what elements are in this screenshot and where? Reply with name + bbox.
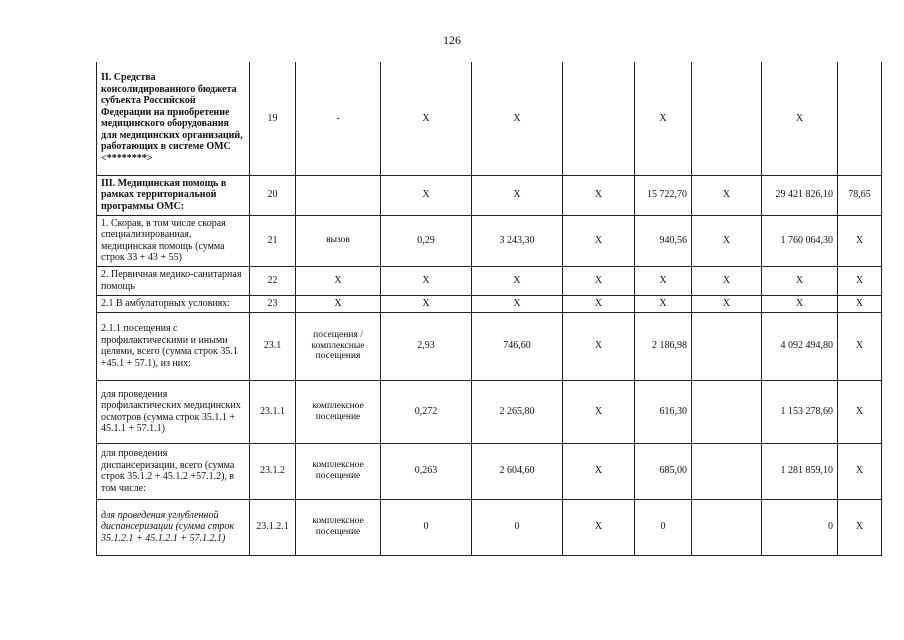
table-cell: 746,60 bbox=[472, 312, 563, 380]
table-cell: 3 243,30 bbox=[472, 215, 563, 266]
table-cell: 2 604,60 bbox=[472, 443, 563, 499]
unit-cell bbox=[296, 175, 381, 215]
table-cell: Х bbox=[692, 295, 762, 312]
table-cell: Х bbox=[381, 266, 472, 295]
table-cell: 29 421 826,10 bbox=[762, 175, 838, 215]
row-number: 19 bbox=[250, 62, 296, 175]
table-cell: Х bbox=[762, 295, 838, 312]
table-cell: 0 bbox=[472, 499, 563, 555]
row-number: 22 bbox=[250, 266, 296, 295]
table-row bbox=[97, 443, 882, 499]
table-cell: 616,30 bbox=[635, 380, 692, 443]
table-cell: Х bbox=[472, 295, 563, 312]
table-row bbox=[97, 380, 882, 443]
unit-cell: вызов bbox=[296, 215, 381, 266]
table-row bbox=[97, 499, 882, 555]
table-cell: 0 bbox=[635, 499, 692, 555]
unit-cell: комплексное посещение bbox=[296, 499, 381, 555]
unit-cell: комплексное посещение bbox=[296, 380, 381, 443]
table-cell: Х bbox=[762, 266, 838, 295]
table-cell: 2 186,98 bbox=[635, 312, 692, 380]
program-cost-table bbox=[96, 62, 882, 556]
row-label: 2.1.1 посещения с профилактическими и иными целями, всего (сумма строк 35.1 +45.1 + 57.1), из них: bbox=[97, 312, 250, 380]
row-number: 23.1 bbox=[250, 312, 296, 380]
table-cell: 78,65 bbox=[838, 175, 882, 215]
table-cell: 2 265,80 bbox=[472, 380, 563, 443]
row-label: III. Медицинская помощь в рамках территориальной программы ОМС: bbox=[97, 175, 250, 215]
table-cell: Х bbox=[838, 295, 882, 312]
row-label: для проведения углубленной диспансеризации (сумма строк 35.1.2.1 + 45.1.2.1 + 57.1.2.1) bbox=[97, 499, 250, 555]
table-cell: 0,263 bbox=[381, 443, 472, 499]
table-row bbox=[97, 215, 882, 266]
table-cell: Х bbox=[838, 312, 882, 380]
table-cell: Х bbox=[472, 266, 563, 295]
table-row bbox=[97, 312, 882, 380]
table-cell: Х bbox=[563, 312, 635, 380]
table-cell: Х bbox=[563, 295, 635, 312]
table-cell: 1 153 278,60 bbox=[762, 380, 838, 443]
row-number: 23.1.2.1 bbox=[250, 499, 296, 555]
table-cell: 0,272 bbox=[381, 380, 472, 443]
table-cell: 0 bbox=[381, 499, 472, 555]
table-cell bbox=[692, 499, 762, 555]
table-cell: Х bbox=[635, 295, 692, 312]
table-cell: 1 281 859,10 bbox=[762, 443, 838, 499]
unit-cell: Х bbox=[296, 295, 381, 312]
row-label: 2.1 В амбулаторных условиях: bbox=[97, 295, 250, 312]
table-cell: Х bbox=[838, 266, 882, 295]
table-cell bbox=[838, 62, 882, 175]
table-cell: Х bbox=[381, 62, 472, 175]
table-cell: Х bbox=[838, 499, 882, 555]
unit-cell: комплексное посещение bbox=[296, 443, 381, 499]
table-cell: Х bbox=[563, 266, 635, 295]
table-cell: 0 bbox=[762, 499, 838, 555]
table-cell: 4 092 494,80 bbox=[762, 312, 838, 380]
table-cell: Х bbox=[838, 443, 882, 499]
table-row bbox=[97, 175, 882, 215]
row-number: 21 bbox=[250, 215, 296, 266]
table-cell: Х bbox=[563, 380, 635, 443]
row-label: для проведения диспансеризации, всего (сумма строк 35.1.2 + 45.1.2 +57.1.2), в том числе: bbox=[97, 443, 250, 499]
table-cell: Х bbox=[635, 62, 692, 175]
table-cell bbox=[692, 380, 762, 443]
row-number: 23 bbox=[250, 295, 296, 312]
table-cell: 15 722,70 bbox=[635, 175, 692, 215]
page-number: 126 bbox=[443, 33, 461, 47]
table-cell: Х bbox=[692, 215, 762, 266]
row-number: 23.1.1 bbox=[250, 380, 296, 443]
unit-cell: Х bbox=[296, 266, 381, 295]
table-cell: Х bbox=[838, 380, 882, 443]
table-cell: Х bbox=[635, 266, 692, 295]
table-cell: Х bbox=[563, 499, 635, 555]
table-cell: 2,93 bbox=[381, 312, 472, 380]
table-cell: Х bbox=[762, 62, 838, 175]
row-label: для проведения профилактических медицинских осмотров (сумма строк 35.1.1 + 45.1.1 + 57.1.1) bbox=[97, 380, 250, 443]
table-cell bbox=[563, 62, 635, 175]
table-cell: Х bbox=[563, 215, 635, 266]
table-cell: Х bbox=[563, 443, 635, 499]
table-cell bbox=[692, 312, 762, 380]
table-cell bbox=[692, 443, 762, 499]
row-label: 1. Скорая, в том числе скорая специализированная, медицинская помощь (сумма строк 33 + 43 + 55) bbox=[97, 215, 250, 266]
unit-cell: посещения / комплексные посещения bbox=[296, 312, 381, 380]
table-cell: Х bbox=[838, 215, 882, 266]
table-row bbox=[97, 266, 882, 295]
row-number: 23.1.2 bbox=[250, 443, 296, 499]
table-cell: Х bbox=[692, 175, 762, 215]
table-row bbox=[97, 62, 882, 175]
table-cell: Х bbox=[563, 175, 635, 215]
table-cell: Х bbox=[381, 295, 472, 312]
table-cell: Х bbox=[692, 266, 762, 295]
table-cell bbox=[692, 62, 762, 175]
table-cell: 940,56 bbox=[635, 215, 692, 266]
unit-cell: - bbox=[296, 62, 381, 175]
table-cell: Х bbox=[472, 175, 563, 215]
table-cell: 685,00 bbox=[635, 443, 692, 499]
table-row bbox=[97, 295, 882, 312]
row-label: II. Средства консолидированного бюджета субъекта Российской Федерации на приобретение медицинского оборудования для медицинских организаций, работающих в системе ОМС <********> bbox=[97, 62, 250, 175]
table-cell: Х bbox=[472, 62, 563, 175]
table-cell: 1 760 064,30 bbox=[762, 215, 838, 266]
table-cell: Х bbox=[381, 175, 472, 215]
row-number: 20 bbox=[250, 175, 296, 215]
row-label: 2. Первичная медико-санитарная помощь bbox=[97, 266, 250, 295]
table-cell: 0,29 bbox=[381, 215, 472, 266]
